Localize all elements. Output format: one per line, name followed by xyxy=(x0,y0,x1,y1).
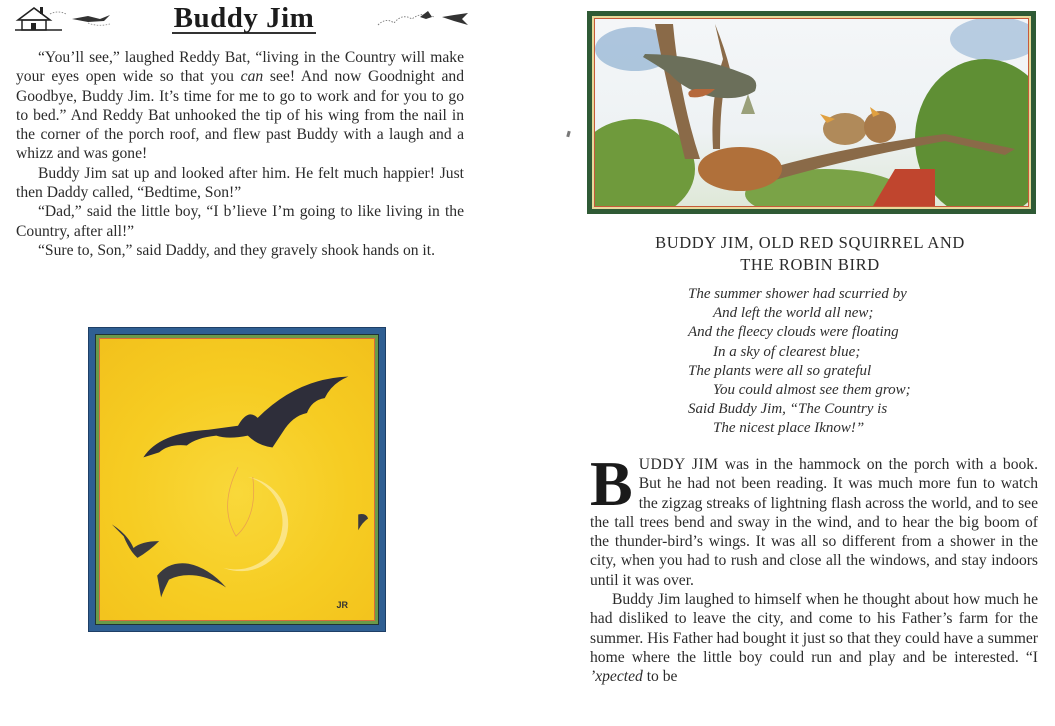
bats-and-moon-icon xyxy=(100,339,374,620)
running-head xyxy=(14,2,470,36)
drop-cap: B xyxy=(590,448,633,519)
chapter-title-line: BUDDY JIM, OLD RED SQUIRREL AND xyxy=(655,233,965,252)
paragraph: Buddy Jim sat up and looked after him. He felt much happier! Just then Daddy called, “Bedtime, Son!” xyxy=(16,164,464,202)
house-and-bird-ornament xyxy=(14,4,112,34)
paragraph: “Dad,” said the little boy, “I b’lieve I’m going to like living in the Country, after all!” xyxy=(16,203,464,240)
robins-and-nest-icon xyxy=(595,19,1028,206)
right-body-text xyxy=(590,448,1038,687)
poem-line: The nicest place Iknow!” xyxy=(713,420,865,437)
poem-line: Said Buddy Jim, “The Country is xyxy=(688,401,888,418)
flying-bird-icon xyxy=(440,9,470,29)
illustration-canvas xyxy=(99,338,375,621)
poem-line: And the fleecy clouds were floating xyxy=(688,324,899,341)
opening-words: UDDY JIM xyxy=(638,456,719,473)
left-body-text xyxy=(16,48,464,260)
birds-and-clouds-ornament xyxy=(376,7,470,31)
house-icon xyxy=(14,4,66,34)
print-speck xyxy=(566,131,570,138)
poem-line: You could almost see them grow; xyxy=(713,382,911,399)
paragraph: “Sure to, Son,” said Daddy, and they gravely shook hands on it. xyxy=(38,241,435,259)
chapter-title xyxy=(600,232,1020,276)
text-segment: to be xyxy=(642,668,678,686)
emphasis: can xyxy=(240,68,264,86)
text-segment: was in the hammock on the porch with a book. But he had not been reading. It was much more fun to watch the zigzag streaks of lightning flash across the world, and to see the tall trees bend and sway in the wind, and to hear the big boom of the thunder-bird’s wings. It was all so different from a shower in the city, when you had to rush and close all the windows, and stay indoors until it was over. xyxy=(590,456,1038,589)
emphasis: ’xpected xyxy=(590,668,643,686)
robin-illustration xyxy=(587,11,1036,214)
chapter-title-line: THE ROBIN BIRD xyxy=(740,255,880,274)
paragraph xyxy=(590,590,1038,686)
illustration-inner-border xyxy=(592,16,1031,209)
text-segment: see! And now Goodnight and Goodbye, Buddy Jim. It’s time for me to go to work and for you to go to bed.” And Reddy Bat unhooked the tip of his wing from the nail in the corner of the porch roof, and flew past Buddy with a laugh and a whizz and was gone! xyxy=(16,68,465,163)
text-segment: “You’ll see,” laughed Reddy Bat, “living in the Country will make your eyes open wide so that you xyxy=(16,49,464,86)
text-segment: Buddy Jim laughed to himself when he thought about how much he had disliked to leave the city, and come to his Father’s farm for the summer. His Father had bought it just so that they could have a summer home where the little boy could run and play and be interested. “I xyxy=(590,591,1038,666)
left-page xyxy=(0,0,500,726)
illustration-canvas xyxy=(594,18,1029,207)
clouds-icon xyxy=(376,7,436,31)
paragraph xyxy=(590,448,1038,590)
poem xyxy=(688,285,988,439)
poem-line: In a sky of clearest blue; xyxy=(713,343,861,360)
poem-line: The summer shower had scurried by xyxy=(688,286,907,302)
artist-signature: JR xyxy=(336,600,348,610)
poem-line: The plants were all so grateful xyxy=(688,362,872,379)
bat-illustration xyxy=(88,327,386,632)
illustration-inner-border xyxy=(95,334,379,625)
poem-line: And left the world all new; xyxy=(713,305,874,322)
running-head-title: Buddy Jim xyxy=(173,2,315,34)
flying-bird-icon xyxy=(70,9,112,29)
paragraph xyxy=(16,48,464,164)
